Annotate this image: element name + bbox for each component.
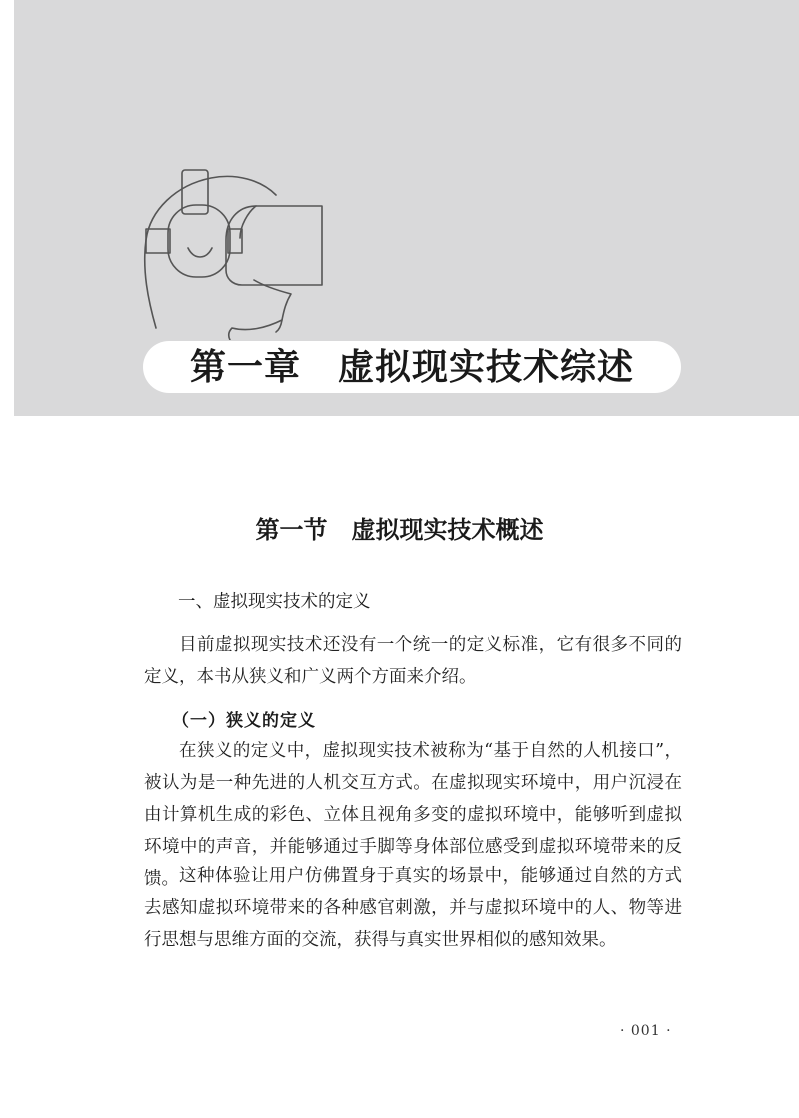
paragraph-narrow: 在狭义的定义中，虚拟现实技术被称为“基于自然的人机接口”，被认为是一种先进的人机交互方式。在虚拟现实环境中，用户沉浸在由计算机生成的彩色、立体且视角多变的虚拟环境中，能够听到虚拟环境中的声音，并能够通过手脚等身体部位感受到虚拟环境带来的反馈。 xyxy=(144,741,682,889)
paragraph-experience: 这种体验让用户仿佛置身于真实的场景中，能够通过自然的方式去感知虚拟环境带来的各种感官刺激，并与虚拟环境中的人、物等进行思想与思维方面的交流，获得与真实世界相似的感知效果。 xyxy=(144,866,682,950)
subheading-narrow-definition: （一）狭义的定义 xyxy=(172,711,316,731)
heading-definition: 一、虚拟现实技术的定义 xyxy=(178,592,371,612)
chapter-title: 第一章 虚拟现实技术综述 xyxy=(189,346,634,388)
page-number: · 001 · xyxy=(620,1023,672,1039)
paragraph-intro: 目前虚拟现实技术还没有一个统一的定义标准，它有很多不同的定义，本书从狭义和广义两个方面来介绍。 xyxy=(144,635,682,687)
section-title: 第一节 虚拟现实技术概述 xyxy=(255,515,544,544)
vr-headset-icon xyxy=(136,160,336,340)
chapter-title-pill xyxy=(143,341,681,393)
